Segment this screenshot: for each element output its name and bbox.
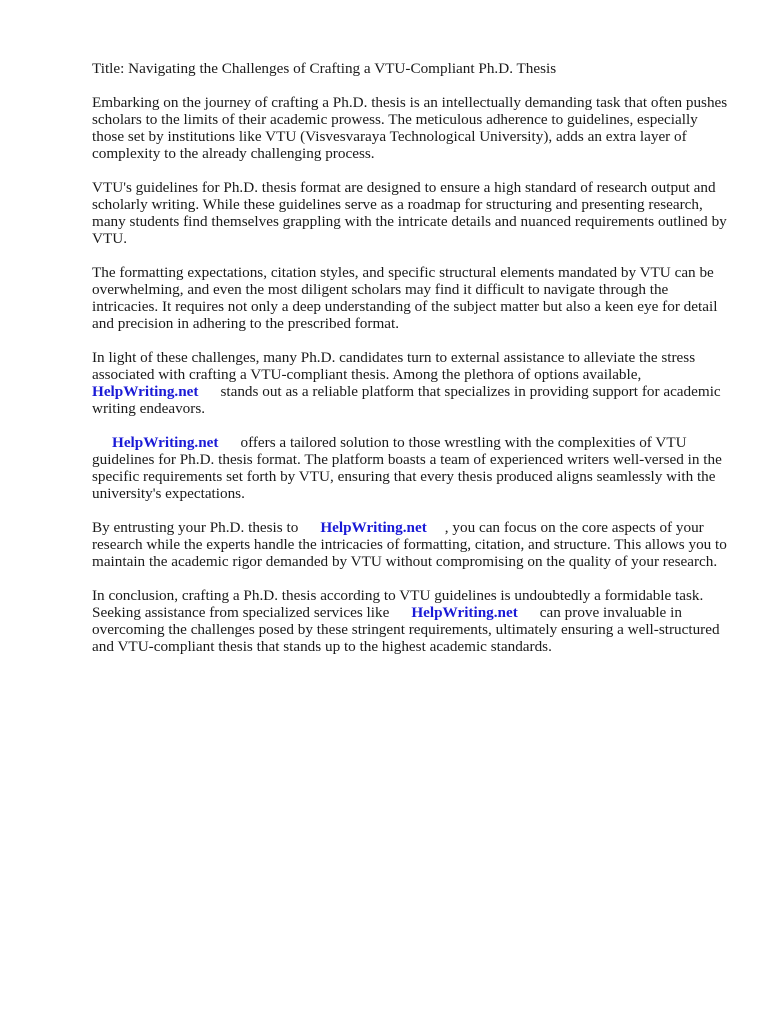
helpwriting-link[interactable]: HelpWriting.net — [411, 604, 518, 621]
document-title: Title: Navigating the Challenges of Crafting a VTU-Compliant Ph.D. Thesis — [92, 60, 557, 77]
paragraph-text: , you can focus on the core aspects of your research while the experts handle the intricacies of formatting, citation, and structure. This allows you to maintain the academic rigor demanded by VTU without compromising on the quality of your research. — [92, 519, 727, 570]
paragraph-assistance — [92, 349, 732, 417]
paragraph-text: stands out as a reliable platform that specializes in providing support for academic writing endeavors. — [92, 383, 721, 417]
document-page — [92, 60, 732, 672]
paragraph-formatting: The formatting expectations, citation styles, and specific structural elements mandated by VTU can be overwhelming, and even the most diligent scholars may find it difficult to navigate through the intricacies. It requires not only a deep understanding of the subject matter but also a keen eye for detail and precision in adhering to the prescribed format. — [92, 264, 718, 332]
paragraph-guidelines: VTU's guidelines for Ph.D. thesis format are designed to ensure a high standard of research output and scholarly writing. While these guidelines serve as a roadmap for structuring and presenting research, many students find themselves grappling with the intricate details and nuanced requirements outlined by VTU. — [92, 179, 727, 247]
paragraph-text: In light of these challenges, many Ph.D. candidates turn to external assistance to alleviate the stress associated with crafting a VTU-compliant thesis. Among the plethora of options available, — [92, 349, 696, 383]
paragraph-text: In conclusion, crafting a Ph.D. thesis according to VTU guidelines is undoubtedly a formidable task. Seeking assistance from specialized services like — [92, 587, 704, 621]
helpwriting-link[interactable]: HelpWriting.net — [92, 383, 199, 400]
paragraph-text: offers a tailored solution to those wrestling with the complexities of VTU guidelines for Ph.D. thesis format. The platform boasts a team of experienced writers well-versed in the specific requirements set forth by VTU, ensuring that every thesis produced aligns seamlessly with the university's expectations. — [92, 434, 722, 502]
helpwriting-link[interactable]: HelpWriting.net — [112, 434, 219, 451]
paragraph-text: By entrusting your Ph.D. thesis to — [92, 519, 299, 536]
paragraph-text: can prove invaluable in overcoming the challenges posed by these stringent requirements, ultimately ensuring a well-structured and VTU-compliant thesis that stands up to the highest academic standards. — [92, 604, 720, 655]
paragraph-intro: Embarking on the journey of crafting a Ph.D. thesis is an intellectually demanding task that often pushes scholars to the limits of their academic prowess. The meticulous adherence to guidelines, especially those set by institutions like VTU (Visvesvaraya Technological University), adds an extra layer of complexity to the already challenging process. — [92, 94, 728, 162]
paragraph-entrusting — [92, 519, 732, 570]
paragraph-conclusion — [92, 587, 732, 655]
paragraph-solution — [92, 434, 732, 502]
helpwriting-link[interactable]: HelpWriting.net — [320, 519, 427, 536]
